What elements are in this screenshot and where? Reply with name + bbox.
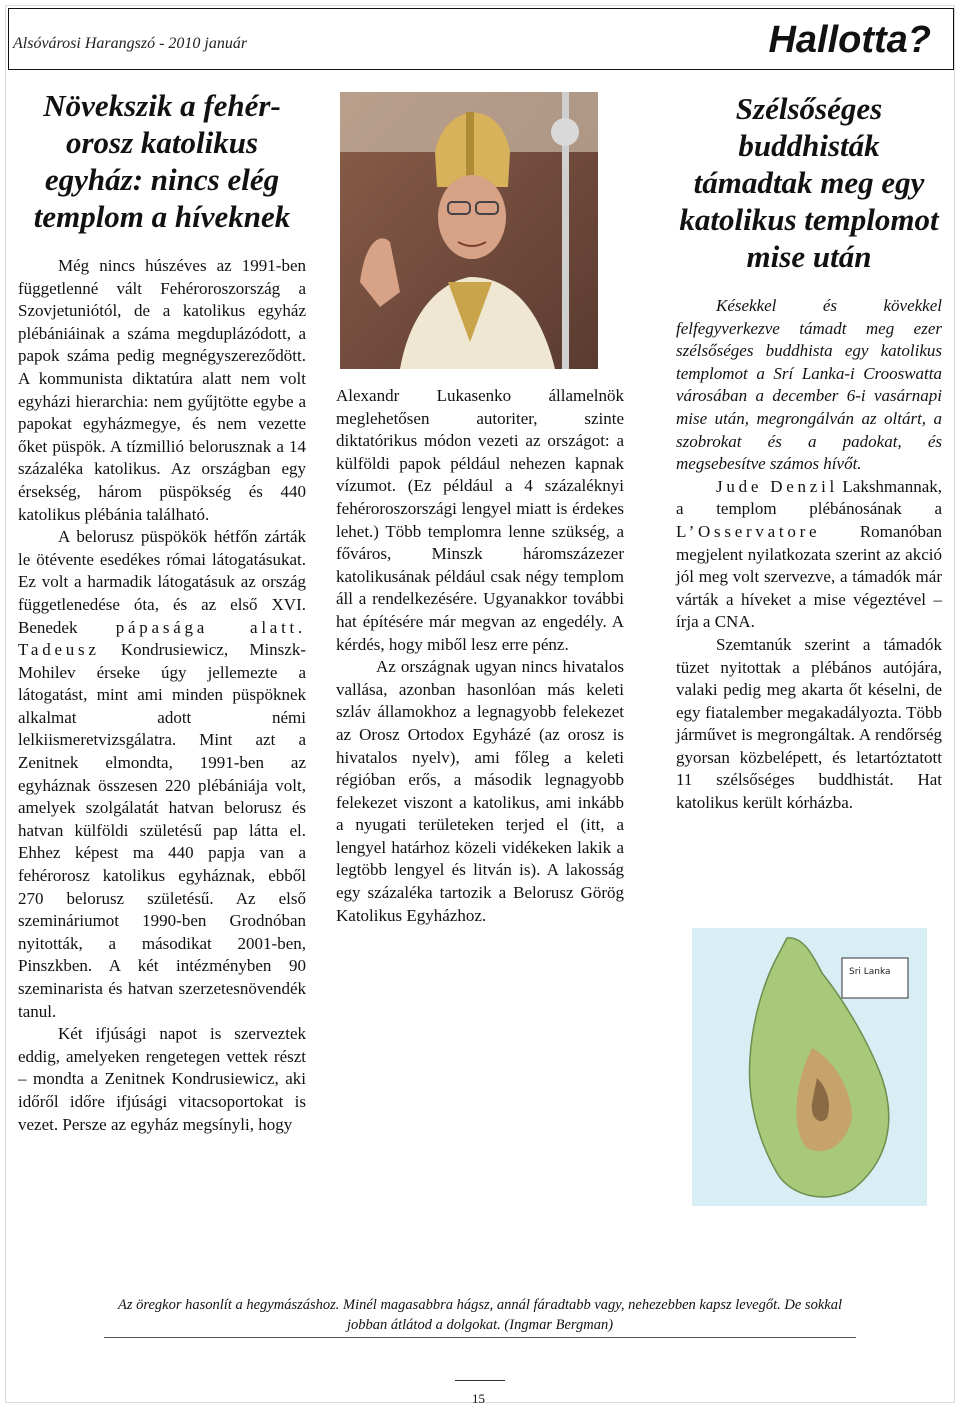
article1-column2	[336, 385, 624, 927]
article1-paragraph-5: Az országnak ugyan nincs hivatalos vallása, azonban hasonlóan más keleti szláv államokhoz a legnagyobb felekezet az Orosz Ortodox Egyházé (az orosz is hivatalos nyelv), ami főleg a keleti régióban erős, a második legnagyobb felekezet viszont a katolikus, ami inkább a nyugati területeken terjed el (itt, a lengyel határhoz közeli vidékeken lakik a legtöbb lengyel és litván is). A lakosság egy százaléka tartozik a Belorusz Görög Katolikus Egyházhoz.	[336, 657, 624, 925]
page-header	[8, 8, 954, 70]
bishop-photo	[340, 92, 598, 369]
article1-paragraph-2	[18, 526, 306, 1023]
article2-paragraph-2: Szemtanúk szerint a támadók tüzet nyitottak a plébános autójára, valaki pedig meg akarta őt késelni, de egy fiatalember megakadályozta. Több járművet is megrongáltak. A rendőrség gyorsan közbelépett, és letartóztatott 11 szélsőséges buddhistát. Hat katolikus került kórházba.	[676, 634, 942, 813]
article2-paragraph-1-text: Lakshmannak, a templom plébánosának a	[676, 476, 942, 519]
article1-paragraph-2-end: Kondrusiewicz, Minszk-Mohilev érseke úgy jellemezte a látogatást, mint ami minden püspöknek alkalmat adott némi lelkiismeretvizsgálatra. Mint azt a Zenitnek elmondta, 1991-ben az egyháznak összesen 220 plébániája volt, amelyek szolgálatát hatvan belorusz és hatvan külföldi születésű pap látta el. Ehhez képest ma 440 papja van a fehérorosz katolikus egyháznak, ebből 270 belorusz születésű. Az első szemináriumot 1990-ben Grodnóban nyitották, a másodikat 2001-ben, Pinszkben. A két intézményben 90 szeminarista és hatvan szerzetesnövendék tanul.	[18, 640, 306, 1021]
bishop-photo-illustration	[340, 92, 598, 369]
footer-quote: Az öregkor hasonlít a hegymászáshoz. Minél magasabbra hágsz, annál fáradtabb vagy, nehezebben kapsz levegőt. De sokkal jobban átlátod a dolgokat. (Ingmar Bergman)	[118, 1297, 842, 1333]
section-title: Hallotta?	[768, 19, 931, 61]
publication-name: Alsóvárosi Harangszó - 2010 január	[13, 35, 248, 52]
article1-title: Növekszik a fehér-orosz katolikus egyház: nincs elég templom a híveknek	[33, 88, 291, 234]
article2-paragraph-1-end: Romanóban megjelent nyilatkozata szerint az akció jól meg volt szervezve, a támadók már várták a híveket a mise végeztével – írja a CNA.	[676, 521, 942, 632]
page-number-rule	[455, 1380, 505, 1381]
article2-title: Szélsőséges buddhisták támadtak meg egy katolikus templomot mise után	[679, 91, 939, 274]
page-number: 15	[472, 1391, 485, 1406]
article1-paragraph-2-start: A belorusz püspökök hétfőn zárták le ötévente esedékes római látogatásukat. Ez volt a harmadik látogatásuk az ország függetlenedése óta, és az első XVI. Benedek	[18, 527, 306, 637]
article2-priest-name: Jude Denzil	[716, 476, 838, 496]
sri-lanka-map-graphic	[692, 928, 927, 1206]
article1-paragraph-1: Még nincs húszéves az 1991-ben függetlenné vált Fehéroroszország a Szovjetuniótól, de a katolikus egyház plébániáinak a száma megduplázódott, a papok száma pedig megnégyszereződött. A kommunista diktatúra alatt nem volt egyházi hierarchia: nem gyűjtötte egybe a papokat egyházmegye, és nem vezette őket püspök. A tízmillió belorusznak a 14 százaléka katolikus. Az országban egy érsekség, három püspökség és 440 katolikus plébánia található.	[18, 256, 306, 524]
sri-lanka-map	[692, 928, 927, 1206]
map-label: Sri Lanka	[849, 967, 891, 977]
article2-intro: Késekkel és kövekkel felfegyverkezve támadt meg ezer szélsőséges buddhista egy katolikus templomot a Srí Lanka-i Crooswatta városában a december 6-i vasárnapi mise után, megrongálván az oltárt, a szobrokat és a padokat, és megsebesítve számos hívőt.	[676, 296, 942, 474]
article2-newspaper-name: L’Osservatore	[676, 521, 821, 541]
article1-column1	[18, 87, 306, 1136]
article2-column	[676, 90, 942, 815]
footer-rule	[104, 1337, 856, 1338]
article1-paragraph-4: Alexandr Lukasenko államelnök meglehetősen autoriter, szinte diktatórikus módon vezeti az országot: a külföldi papok például nehezen kapnak vízumot. (Ez például a 4 százaléknyi fehéroroszországi lengyel miatt is érdekes lehet.) Több templomra lenne szükség, a főváros, Minszk háromszázezer katolikusának például csak négy templom áll a rendelkezésére. Ugyanakkor további hat építésére már megvan az engedély. A kérdés, hogy miből lesz erre pénz.	[336, 386, 624, 654]
article1-paragraph-3: Két ifjúsági napot is szerveztek eddig, amelyeken rengetegen vettek részt – mondta a Zenitnek Kondrusiewicz, aki időről időre ifjúsági vitacsoportokat is vezet. Persze az egyház megsínyli, hogy	[18, 1024, 306, 1134]
article2-paragraph-1	[676, 476, 942, 634]
article1-paragraph-2-spaced: pápasága alatt. Tadeusz	[18, 617, 306, 660]
